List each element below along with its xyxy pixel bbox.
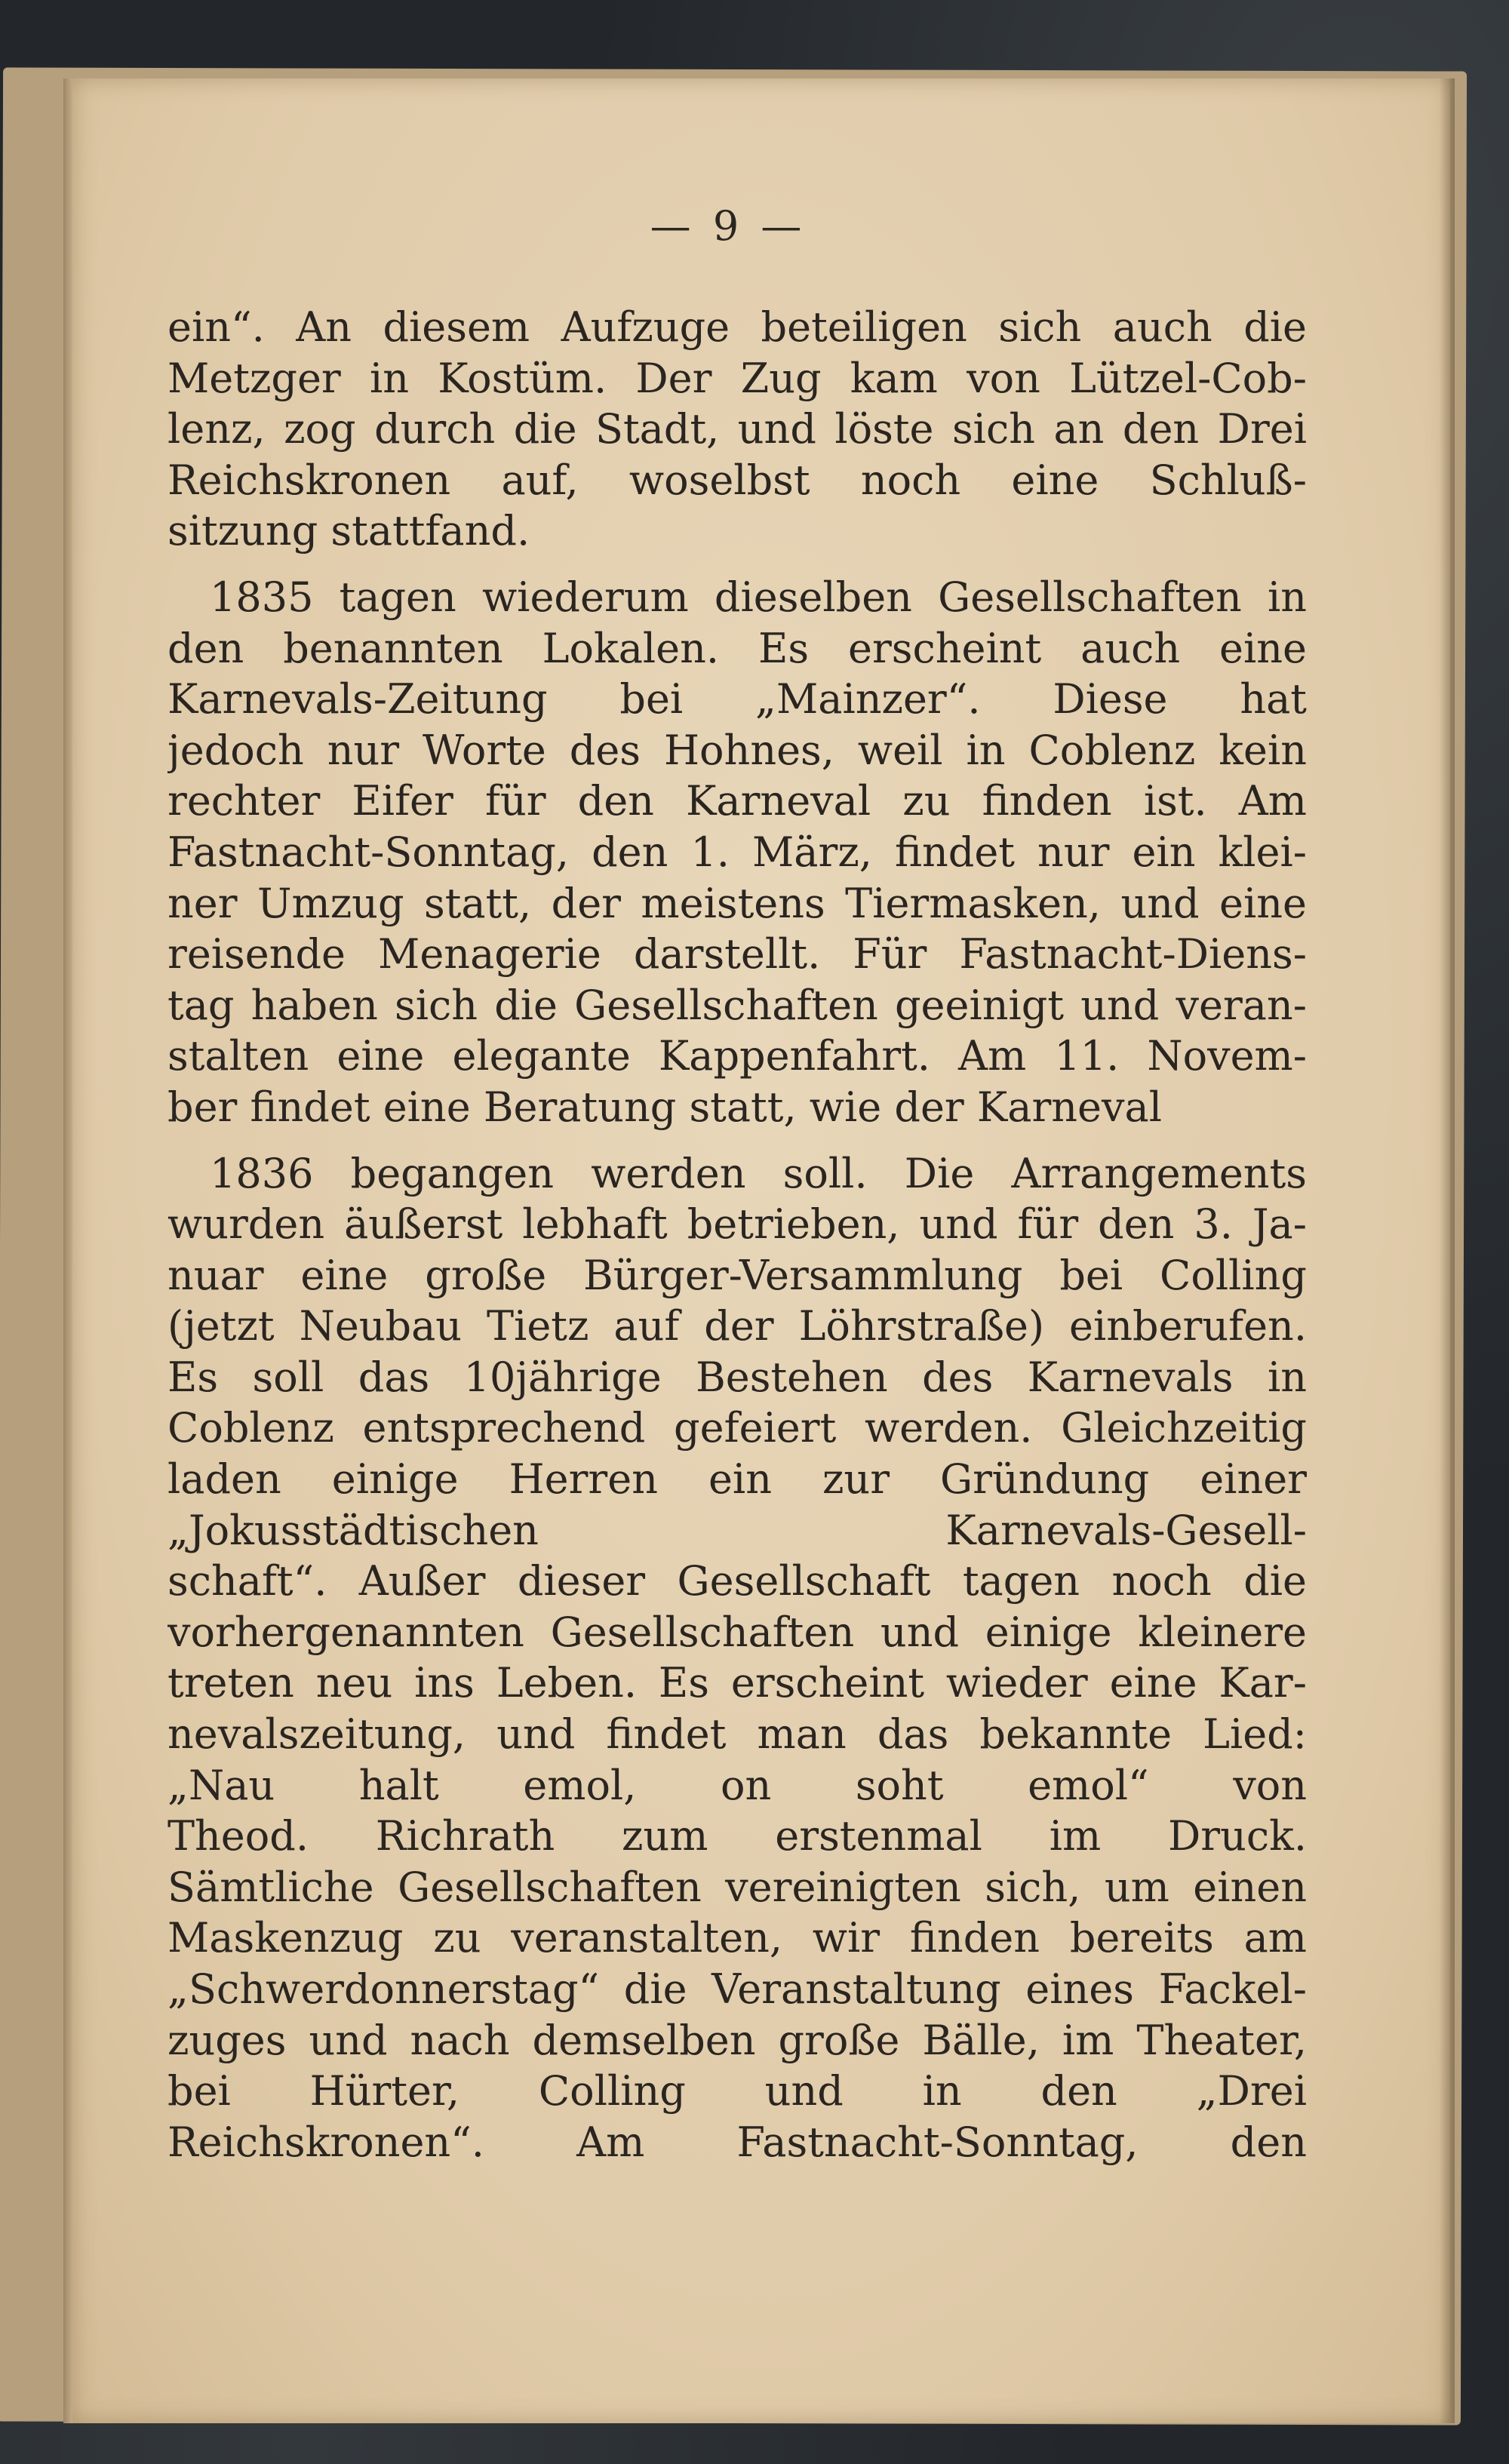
text-line: Maskenzug zu veranstalten, wir finden bereits am xyxy=(167,1914,1307,1962)
text-line: Reichskronen auf, woselbst noch eine Schluß- xyxy=(167,456,1307,504)
text-line: jedoch nur Worte des Hohnes, weil in Coblenz kein xyxy=(167,726,1307,774)
text-line: ein“. An diesem Aufzuge beteiligen sich auch die xyxy=(167,303,1307,351)
paragraph xyxy=(167,302,1307,557)
paragraph xyxy=(167,572,1307,1133)
text-line: bei Hürter, Colling und in den „Drei xyxy=(167,2067,1307,2115)
text-line: „Schwerdonnerstag“ die Veranstaltung eines Fackel- xyxy=(167,1965,1307,2013)
body-text xyxy=(167,302,1307,2168)
text-line: lenz, zog durch die Stadt, und löste sich an den Drei xyxy=(167,405,1307,453)
text-line: reisende Menagerie darstellt. Für Fastnacht-Diens- xyxy=(167,930,1307,979)
text-line: 1836 begangen werden soll. Die Arrangements xyxy=(210,1149,1307,1197)
text-line: Es soll das 10jährige Bestehen des Karnevals in xyxy=(167,1353,1307,1401)
text-line: zuges und nach demselben große Bälle, im Theater, xyxy=(167,2016,1307,2064)
text-line: „Nau halt emol, on soht emol“ von xyxy=(167,1761,1307,1809)
text-line: treten neu ins Leben. Es erscheint wieder eine Kar- xyxy=(167,1659,1307,1707)
text-line: stalten eine elegante Kappenfahrt. Am 11. Novem- xyxy=(167,1032,1307,1080)
text-line: Theod. Richrath zum erstenmal im Druck. xyxy=(167,1812,1307,1860)
text-line: rechter Eifer für den Karneval zu finden ist. Am xyxy=(167,777,1307,825)
text-line: den benannten Lokalen. Es erscheint auch eine xyxy=(167,624,1307,672)
text-line: (jetzt Neubau Tietz auf der Löhrstraße) einberufen. xyxy=(167,1302,1307,1350)
text-line: 1835 tagen wiederum dieselben Gesellschaften in xyxy=(210,573,1307,621)
text-line: Karnevals-Zeitung bei „Mainzer“. Diese hat xyxy=(167,675,1307,724)
paragraph xyxy=(167,1148,1307,2168)
text-line: ner Umzug statt, der meistens Tiermasken, und eine xyxy=(167,879,1307,927)
text-line: Coblenz entsprechend gefeiert werden. Gleichzeitig xyxy=(167,1404,1307,1452)
text-line: sitzung stattfand. xyxy=(167,507,530,555)
text-line: Sämtliche Gesellschaften vereinigten sich, um einen xyxy=(167,1863,1307,1911)
text-line: nevalszeitung, und findet man das bekannte Lied: xyxy=(167,1710,1307,1759)
text-line: vorhergenannten Gesellschaften und einige kleinere xyxy=(167,1608,1307,1656)
page-number: — 9 — xyxy=(650,202,807,250)
text-line: tag haben sich die Gesellschaften geeinigt und veran- xyxy=(167,981,1307,1029)
text-line: ber findet eine Beratung statt, wie der Karneval xyxy=(167,1083,1162,1131)
text-line: nuar eine große Bürger-Versammlung bei Colling xyxy=(167,1251,1307,1299)
text-line: „Jokusstädtischen Karnevals-Gesell- xyxy=(167,1506,1307,1554)
text-line: schaft“. Außer dieser Gesellschaft tagen noch die xyxy=(167,1557,1307,1605)
text-line: Fastnacht-Sonntag, den 1. März, findet nur ein klei- xyxy=(167,828,1307,876)
text-line: Metzger in Kostüm. Der Zug kam von Lützel-Cob- xyxy=(167,354,1307,402)
page-shadow xyxy=(1440,78,1455,2423)
text-line: wurden äußerst lebhaft betrieben, und für den 3. Ja- xyxy=(167,1200,1307,1249)
text-line: Reichskronen“. Am Fastnacht-Sonntag, den xyxy=(167,2118,1307,2166)
text-line: laden einige Herren ein zur Gründung einer xyxy=(167,1455,1307,1504)
